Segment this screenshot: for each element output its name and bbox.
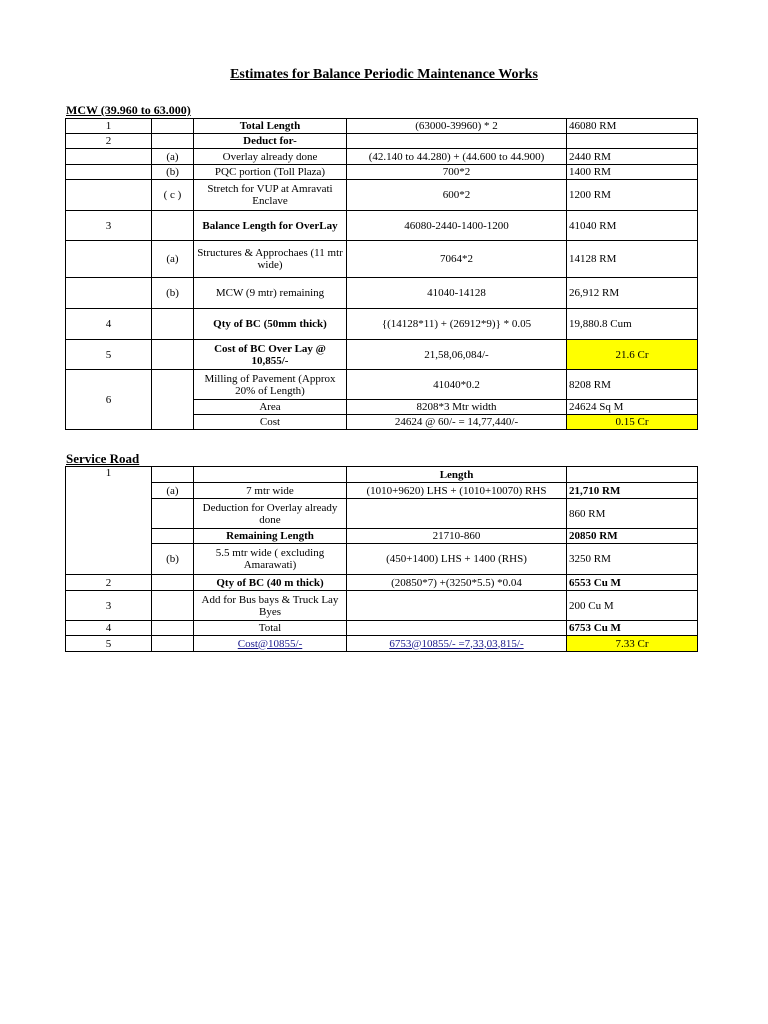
row-value: 24624 Sq M: [567, 400, 698, 415]
page-title: Estimates for Balance Periodic Maintenance Works: [230, 67, 538, 82]
row-calculation: 600*2: [347, 180, 567, 211]
row-description: Structures & Approchaes (11 mtr wide): [194, 241, 347, 278]
row-calculation: (20850*7) +(3250*5.5) *0.04: [347, 575, 567, 591]
row-value: 21.6 Cr: [567, 340, 698, 370]
table-row: [66, 309, 698, 340]
row-sub: [152, 636, 194, 652]
row-value: 14128 RM: [567, 241, 698, 278]
table-row: [66, 544, 698, 575]
row-number: 3: [66, 591, 152, 621]
row-sub: [152, 591, 194, 621]
table-row: [66, 483, 698, 499]
row-calculation: 21710-860: [347, 529, 567, 544]
row-value: [567, 467, 698, 483]
row-value: 2440 RM: [567, 149, 698, 165]
row-value: 19,880.8 Cum: [567, 309, 698, 340]
row-value: 3250 RM: [567, 544, 698, 575]
row-sub: [152, 211, 194, 241]
table-row: [66, 499, 698, 529]
row-value: 6753 Cu M: [567, 621, 698, 636]
table-row: [66, 575, 698, 591]
table-row: [66, 621, 698, 636]
row-description: Deduction for Overlay already done: [194, 499, 347, 529]
table-row: [66, 636, 698, 652]
row-value: 41040 RM: [567, 211, 698, 241]
row-calculation: [347, 621, 567, 636]
row-description: Qty of BC (50mm thick): [194, 309, 347, 340]
row-value: 1400 RM: [567, 165, 698, 180]
row-calculation: (450+1400) LHS + 1400 (RHS): [347, 544, 567, 575]
table-row: [66, 370, 698, 400]
row-sub: (b): [152, 278, 194, 309]
row-sub: [152, 309, 194, 340]
row-number: 2: [66, 575, 152, 591]
row-sub: (b): [152, 544, 194, 575]
row-description: Deduct for-: [194, 134, 347, 149]
table-row: [66, 467, 698, 483]
row-description: [194, 467, 347, 483]
row-calculation: 8208*3 Mtr width: [347, 400, 567, 415]
table-row: [66, 591, 698, 621]
row-description: Milling of Pavement (Approx 20% of Length): [194, 370, 347, 400]
row-calculation: (63000-39960) * 2: [347, 119, 567, 134]
row-sub: [152, 340, 194, 370]
row-number: 1: [66, 119, 152, 134]
row-number: 2: [66, 134, 152, 149]
row-number: 1: [66, 467, 152, 575]
row-sub: [152, 119, 194, 134]
row-sub: (a): [152, 241, 194, 278]
row-calculation: 24624 @ 60/- = 14,77,440/-: [347, 415, 567, 430]
row-description: Cost: [194, 415, 347, 430]
row-calculation: 7064*2: [347, 241, 567, 278]
row-calculation: (1010+9620) LHS + (1010+10070) RHS: [347, 483, 567, 499]
row-description: PQC portion (Toll Plaza): [194, 165, 347, 180]
row-value: 20850 RM: [567, 529, 698, 544]
row-sub: [152, 467, 194, 483]
row-number: [66, 241, 152, 278]
table-row: [66, 278, 698, 309]
row-sub: (b): [152, 165, 194, 180]
row-value: 21,710 RM: [567, 483, 698, 499]
table-row: [66, 529, 698, 544]
row-number: 6: [66, 370, 152, 430]
row-number: [66, 149, 152, 165]
mcw-heading: MCW (39.960 to 63.000): [66, 103, 191, 117]
row-sub: [152, 370, 194, 430]
row-sub: [152, 134, 194, 149]
row-value: 1200 RM: [567, 180, 698, 211]
row-calculation: {(14128*11) + (26912*9)} * 0.05: [347, 309, 567, 340]
row-value: 860 RM: [567, 499, 698, 529]
row-number: 3: [66, 211, 152, 241]
row-value: 6553 Cu M: [567, 575, 698, 591]
row-number: 5: [66, 636, 152, 652]
row-sub: [152, 621, 194, 636]
row-calculation: 46080-2440-1400-1200: [347, 211, 567, 241]
row-number: 5: [66, 340, 152, 370]
row-number: 4: [66, 621, 152, 636]
row-sub: [152, 529, 194, 544]
row-description: Remaining Length: [194, 529, 347, 544]
row-number: 4: [66, 309, 152, 340]
row-calculation: (42.140 to 44.280) + (44.600 to 44.900): [347, 149, 567, 165]
cost-link[interactable]: Cost@10855/-: [194, 636, 347, 652]
service-road-table: [65, 466, 698, 652]
table-row: [66, 165, 698, 180]
row-description: Stretch for VUP at Amravati Enclave: [194, 180, 347, 211]
row-number: [66, 278, 152, 309]
row-calculation: [347, 134, 567, 149]
row-description: Area: [194, 400, 347, 415]
row-calculation: 700*2: [347, 165, 567, 180]
row-description: 7 mtr wide: [194, 483, 347, 499]
row-value: 8208 RM: [567, 370, 698, 400]
table-row: [66, 241, 698, 278]
row-calculation: Length: [347, 467, 567, 483]
row-sub: ( c ): [152, 180, 194, 211]
row-number: [66, 180, 152, 211]
row-calculation: 41040*0.2: [347, 370, 567, 400]
table-row: [66, 180, 698, 211]
table-row: [66, 149, 698, 165]
row-sub: [152, 575, 194, 591]
row-calculation: [347, 591, 567, 621]
row-value: 0.15 Cr: [567, 415, 698, 430]
row-description: Cost of BC Over Lay @ 10,855/-: [194, 340, 347, 370]
row-calculation: 41040-14128: [347, 278, 567, 309]
table-row: [66, 211, 698, 241]
cost-calculation-link[interactable]: 6753@10855/- =7,33,03,815/-: [347, 636, 567, 652]
table-row: [66, 119, 698, 134]
service-road-heading: Service Road: [66, 451, 140, 466]
row-number: [66, 165, 152, 180]
row-description: Total: [194, 621, 347, 636]
row-value: [567, 134, 698, 149]
row-value: 26,912 RM: [567, 278, 698, 309]
row-value: 46080 RM: [567, 119, 698, 134]
row-sub: (a): [152, 149, 194, 165]
row-value: 7.33 Cr: [567, 636, 698, 652]
row-description: Balance Length for OverLay: [194, 211, 347, 241]
row-calculation: 21,58,06,084/-: [347, 340, 567, 370]
row-sub: [152, 499, 194, 529]
row-description: Qty of BC (40 m thick): [194, 575, 347, 591]
row-description: 5.5 mtr wide ( excluding Amarawati): [194, 544, 347, 575]
row-calculation: [347, 499, 567, 529]
row-description: Overlay already done: [194, 149, 347, 165]
table-row: [66, 340, 698, 370]
mcw-table: [65, 118, 698, 430]
row-sub: (a): [152, 483, 194, 499]
table-row: [66, 134, 698, 149]
row-description: Total Length: [194, 119, 347, 134]
row-value: 200 Cu M: [567, 591, 698, 621]
row-description: MCW (9 mtr) remaining: [194, 278, 347, 309]
row-description: Add for Bus bays & Truck Lay Byes: [194, 591, 347, 621]
